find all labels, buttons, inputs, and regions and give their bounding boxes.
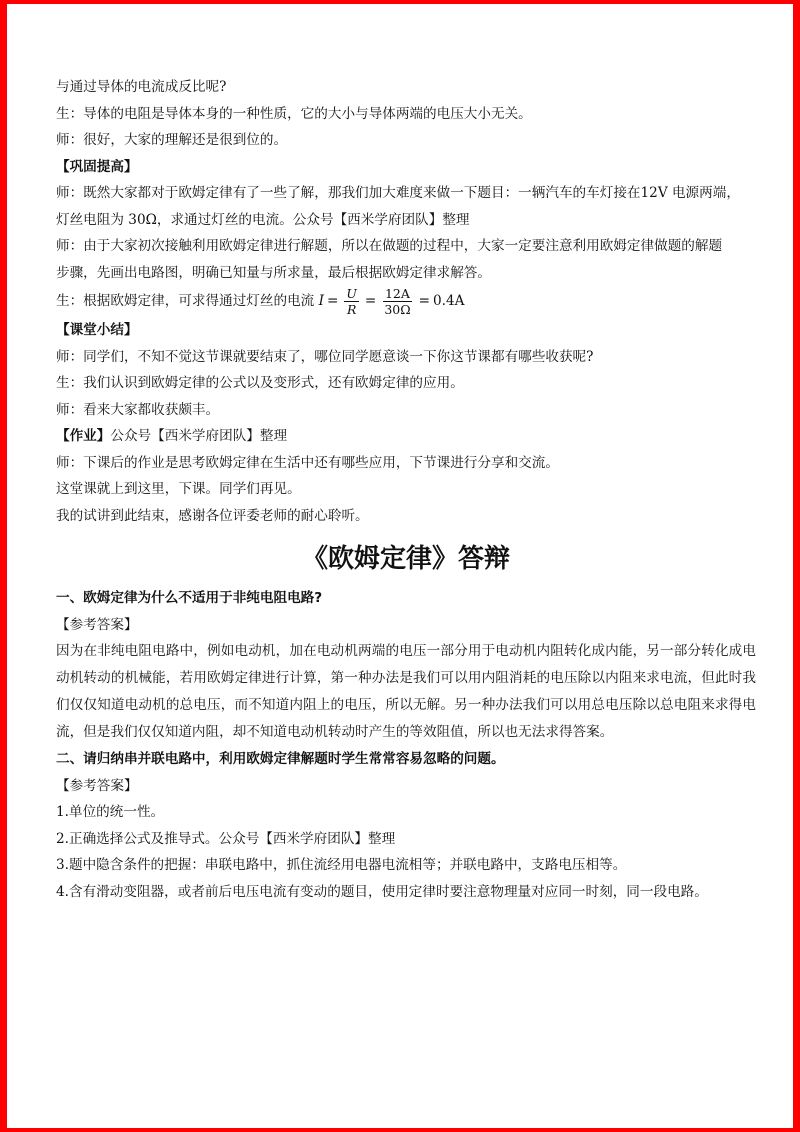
formula-denominator-value: 30Ω <box>384 302 411 317</box>
text-line: 步骤，先画出电路图，明确已知量与所求量，最后根据欧姆定律求解答。 <box>56 264 491 281</box>
formula-equals: = <box>364 293 377 310</box>
text-line: 师：由于大家初次接触利用欧姆定律进行解题，所以在做题的过程中，大家一定要注意利用欧姆定律做题的解题 <box>56 238 723 254</box>
defense-title: 《欧姆定律》答辩 <box>301 544 510 574</box>
answer-item: 3.题中隐含条件的把握：串联电路中，抓住流经用电器电流相等；并联电路中，支路电压相等。 <box>56 857 627 873</box>
document-page <box>56 74 756 905</box>
homework-heading-suffix: 公众号【西米学府团队】整理 <box>110 428 288 444</box>
formula-numerator-u: U <box>346 286 357 301</box>
question-2: 二、请归纳串并联电路中，利用欧姆定律解题时学生常常容易忽略的问题。 <box>56 751 505 767</box>
reference-answer-label: 【参考答案】 <box>56 777 138 794</box>
formula-denominator-r: R <box>346 302 357 317</box>
text-line: 生：导体的电阻是导体本身的一种性质，它的大小与导体两端的电压大小无关。 <box>56 105 532 122</box>
text-line: 我的试讲到此结束，感谢各位评委老师的耐心聆听。 <box>56 507 369 524</box>
homework-heading-line <box>56 423 756 450</box>
formula-numerator-value: 12A <box>384 286 410 301</box>
section-heading-summary: 【课堂小结】 <box>56 322 138 338</box>
question-1: 一、欧姆定律为什么不适用于非纯电阻电路? <box>56 590 323 606</box>
text-line: 师：下课后的作业是思考欧姆定律在生活中还有哪些应用，下节课进行分享和交流。 <box>56 454 559 471</box>
formula-equals: = <box>418 293 430 310</box>
text-line: 灯丝电阻为 30Ω，求通过灯丝的电流。公众号【西米学府团队】整理 <box>56 211 470 228</box>
text-line: 生：我们认识到欧姆定律的公式以及变形式，还有欧姆定律的应用。 <box>56 375 464 391</box>
text-line: 师：同学们，不知不觉这节课就要结束了，哪位同学愿意谈一下你这节课都有哪些收获呢? <box>56 348 594 365</box>
answer-item: 1.单位的统一性。 <box>56 804 165 820</box>
reference-answer-label: 【参考答案】 <box>56 616 138 633</box>
text-line: 师：看来大家都收获颇丰。 <box>56 401 220 418</box>
ohm-formula <box>319 286 465 317</box>
section-heading-consolidate: 【巩固提高】 <box>56 158 138 175</box>
section-heading-homework: 【作业】 <box>56 428 111 444</box>
text-line: 师：很好，大家的理解还是很到位的。 <box>56 132 288 148</box>
formula-line <box>56 286 756 317</box>
text-line: 这堂课就上到这里，下课。同学们再见。 <box>56 481 301 497</box>
formula-fraction-ur <box>344 286 359 317</box>
answer-item: 2.正确选择公式及推导式。公众号【西米学府团队】整理 <box>56 830 396 847</box>
formula-equals: = <box>326 293 339 310</box>
answer-1: 因为在非纯电阻电路中，例如电动机，加在电动机两端的电压一部分用于电动机内阻转化成内能，另一部分转化成电动机转动的机械能，若用欧姆定律进行计算，第一种办法是我们可以用内阻消耗的电压除以内阻来求电流，但此时我们仅仅知道电动机的总电压，而不知道内阻上的电压，所以无解。另一种办法我们可以用总电压除以总电阻来求得电流，但是我们仅仅知道内阻，却不知道电动机转动时产生的等效阻值，所以也无法求得答案。 <box>56 643 756 740</box>
formula-current-symbol: I <box>318 293 324 310</box>
formula-prefix: 生：根据欧姆定律，可求得通过灯丝的电流 <box>56 293 315 309</box>
formula-result: 0.4A <box>432 293 465 310</box>
text-line: 师：既然大家都对于欧姆定律有了一些了解，那我们加大难度来做一下题目：一辆汽车的车灯接在12V 电源两端， <box>56 185 740 201</box>
answer-item: 4.含有滑动变阻器，或者前后电压电流有变动的题目，使用定律时要注意物理量对应同一时刻，同一段电路。 <box>56 883 708 900</box>
formula-fraction-values <box>382 286 412 317</box>
text-line: 与通过导体的电流成反比呢? <box>56 79 227 95</box>
